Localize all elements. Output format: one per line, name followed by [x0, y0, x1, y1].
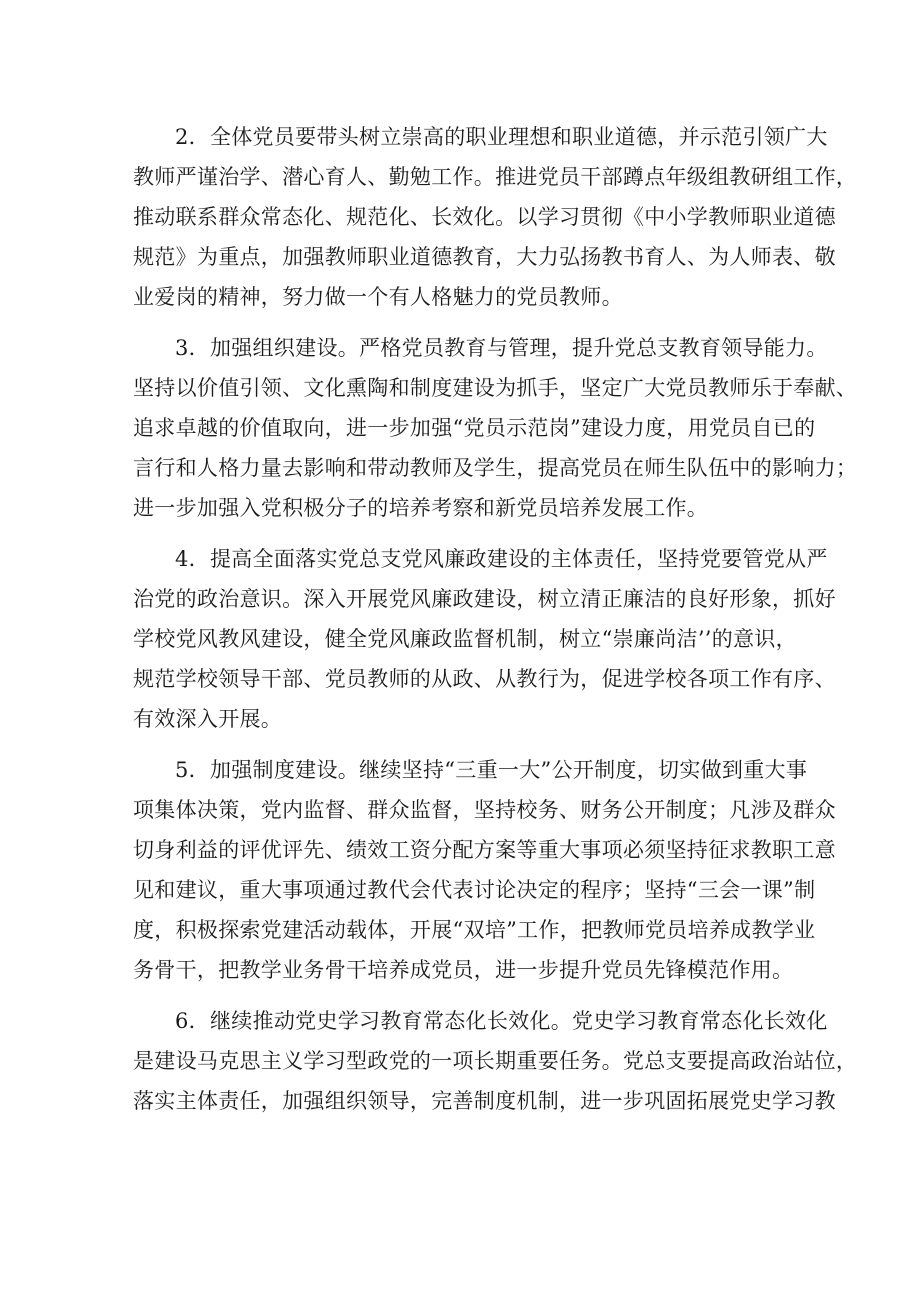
paragraph-line: 规范》为重点，加强教师职业道德教育，大力弘扬教书育人、为人师表、敬: [133, 245, 836, 269]
paragraph-line: 4．提高全面落实党总支党风廉政建设的主体责任，坚持党要管党从严: [175, 547, 828, 571]
paragraph-line: 5．加强制度建设。继续坚持“三重一大”公开制度，切实做到重大事: [175, 758, 808, 782]
paragraph-line: 规范学校领导干部、党员教师的从政、从教行为，促进学校各项工作有序、: [133, 667, 836, 691]
paragraph-line: 度，积极探索党建活动载体，开展“双培”工作，把教师党员培养成教学业: [133, 918, 816, 942]
paragraph-line: 6．继续推动党史学习教育常态化长效化。党史学习教育常态化长效化: [175, 1009, 828, 1033]
paragraph-line: 2．全体党员要带头树立崇高的职业理想和职业道德，并示范引领广大: [175, 125, 828, 149]
paragraph-3-organization-building: [133, 328, 858, 528]
paragraph-line: 有效深入开展。: [133, 707, 283, 731]
paragraph-line: 追求卓越的价值取向，进一步加强“党员示范岗”建设力度，用党员自已的: [133, 416, 816, 440]
paragraph-line: 推动联系群众常态化、规范化、长效化。以学习贯彻《中小学教师职业道德: [133, 205, 836, 229]
paragraph-line: 见和建议，重大事项通过教代会代表讨论决定的程序；坚持“三会一课”制: [133, 878, 816, 902]
paragraph-line: 业爱岗的精神，努力做一个有人格魅力的党员教师。: [133, 285, 623, 309]
paragraph-6-party-history-education: [133, 1001, 858, 1121]
paragraph-2-teacher-ethics: [133, 117, 858, 317]
paragraph-line: 落实主体责任，加强组织领导，完善制度机制，进一步巩固拓展党史学习教: [133, 1089, 836, 1113]
paragraph-line: 进一步加强入党积极分子的培养考察和新党员培养发展工作。: [133, 496, 709, 520]
paragraph-line: 治党的政治意识。深入开展党风廉政建设，树立清正廉洁的良好形象，抓好: [133, 587, 836, 611]
document-body: [133, 117, 858, 1132]
paragraph-line: 坚持以价值引领、文化熏陶和制度建设为抓手，坚定广大党员教师乐于奉献、: [133, 376, 858, 400]
paragraph-line: 切身利益的评优评先、绩效工资分配方案等重大事项必须坚持征求教职工意: [133, 838, 836, 862]
paragraph-5-system-building: [133, 750, 836, 990]
paragraph-line: 学校党风教风建设，健全党风廉政监督机制，树立“崇廉尚洁’’的意识，: [133, 627, 797, 651]
paragraph-line: 项集体决策，党内监督、群众监督，坚持校务、财务公开制度；凡涉及群众: [133, 798, 836, 822]
paragraph-line: 言行和人格力量去影响和带动教师及学生，提高党员在师生队伍中的影响力；: [133, 456, 858, 480]
paragraph-line: 务骨干，把教学业务骨干培养成党员，进一步提升党员先锋模范作用。: [133, 958, 794, 982]
paragraph-line: 3．加强组织建设。严格党员教育与管理，提升党总支教育领导能力。: [175, 336, 828, 360]
paragraph-line: 是建设马克思主义学习型政党的一项长期重要任务。党总支要提高政治站位，: [133, 1049, 858, 1073]
paragraph-4-integrity-building: [133, 539, 836, 739]
paragraph-line: 教师严谨治学、潜心育人、勤勉工作。推进党员干部蹲点年级组教研组工作，: [133, 165, 858, 189]
